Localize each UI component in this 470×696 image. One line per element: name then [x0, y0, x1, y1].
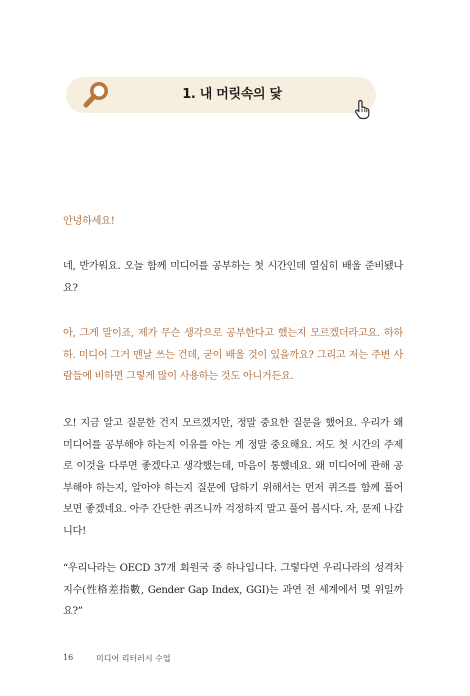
running-footer-title: 미디어 리터러시 수업 [96, 654, 171, 663]
pointer-cursor-icon [353, 98, 375, 120]
dialogue-response-1: 네, 반가워요. 오늘 함께 미디어를 공부하는 첫 시간인데 열심히 배울 준비됐나요? [63, 261, 403, 294]
search-icon [80, 79, 112, 111]
dialogue-teacher-reply: 아, 그게 말이죠, 제가 무슨 생각으로 공부한다고 했는지 모르겠더라고요. 하하하. 미디어 그거 맨날 쓰는 건데, 굳이 배울 것이 있을까요? 그리고 저는 주변 사람들에 비하면 그렇게 많이 사용하는 것도 아니거든요. [63, 328, 403, 382]
dialogue-teacher-greeting: 안녕하세요! [63, 216, 115, 227]
quiz-question: “우리나라는 OECD 37개 회원국 중 하나입니다. 그렇다면 우리나라의 성격차 지수(性格差指數, Gender Gap Index, GGI)는 과연 전 세계에서 몇 위일까요?” [63, 563, 403, 617]
chapter-title: 1. 내 머릿속의 닻 [182, 87, 282, 102]
dialogue-response-2: 오! 지금 알고 질문한 건지 모르겠지만, 정말 중요한 질문을 했어요. 우리가 왜 미디어를 공부해야 하는지 이유를 아는 게 정말 중요해요. 저도 첫 시간의 주제로 이것을 다루면 좋겠다고 생각했는데, 마음이 통했네요. 왜 미디어에 관해 공부해야 하는지, 알아야 하는지 질문에 답하기 위해서는 먼저 퀴즈를 함께 풀어 보면 좋겠네요. 아주 간단한 퀴즈니까 걱정하지 말고 풀어 봅시다. 자, 문제 나갑니다! [63, 418, 403, 537]
page-number: 16 [63, 653, 74, 662]
